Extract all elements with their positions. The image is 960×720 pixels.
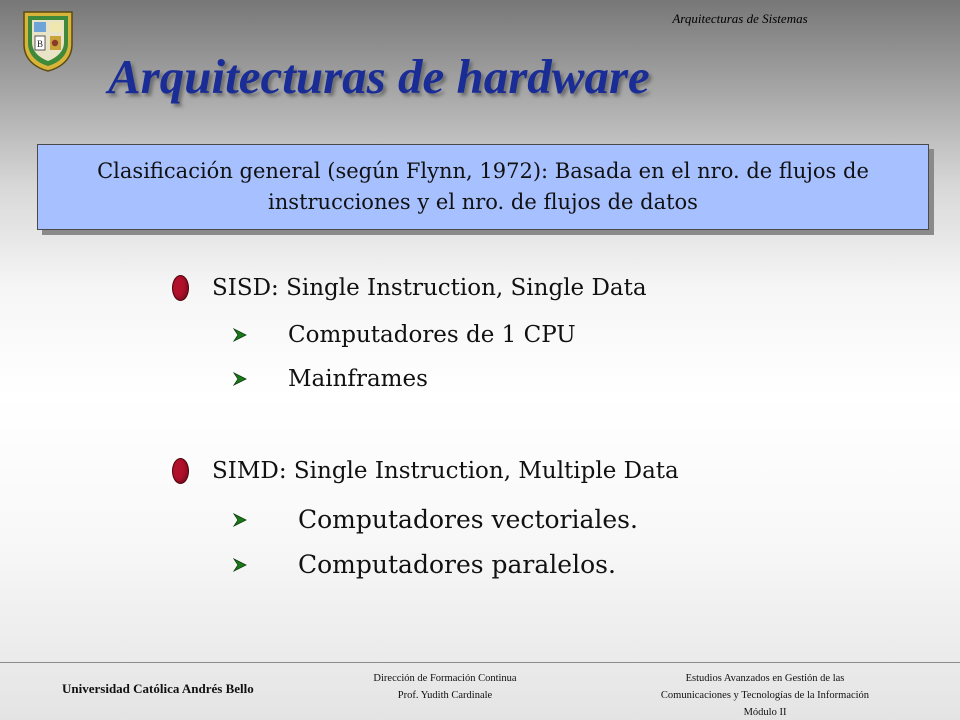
list-item-label: Computadores de 1 CPU	[288, 322, 576, 348]
footer-program-line: Estudios Avanzados en Gestión de las	[685, 673, 845, 684]
footer-university: Universidad Católica Andrés Bello	[62, 681, 254, 696]
section-sisd	[172, 275, 647, 301]
footer-divider	[0, 662, 960, 663]
footer-program	[610, 670, 920, 720]
section-label: SIMD: Single Instruction, Multiple Data	[212, 458, 679, 484]
arrowhead-bullet-icon	[232, 327, 248, 343]
arrowhead-bullet-icon	[232, 512, 248, 528]
list-item-label: Computadores vectoriales.	[298, 505, 638, 534]
footer-module-line: Módulo II	[743, 707, 787, 718]
red-oval-bullet-icon	[172, 275, 189, 301]
list-item	[232, 366, 428, 392]
university-seal-icon	[22, 10, 74, 72]
list-item-label: Computadores paralelos.	[298, 550, 616, 579]
list-item	[232, 550, 616, 579]
header-caption: Arquitecturas de Sistemas	[672, 11, 808, 26]
footer-program-line: Comunicaciones y Tecnologías de la Información	[660, 690, 870, 701]
arrowhead-bullet-icon	[232, 371, 248, 387]
arrowhead-bullet-icon	[232, 557, 248, 573]
list-item-label: Mainframes	[288, 366, 428, 392]
section-simd	[172, 458, 679, 484]
section-label: SISD: Single Instruction, Single Data	[212, 275, 647, 301]
slide-title: Arquitecturas de hardware	[108, 49, 650, 104]
footer-department-line: Dirección de Formación Continua	[373, 673, 517, 684]
classification-callout	[37, 144, 929, 230]
footer-professor-line: Prof. Yudith Cardinale	[397, 690, 493, 701]
list-item	[232, 322, 576, 348]
footer-department	[330, 670, 560, 704]
svg-text:B: B	[37, 39, 44, 49]
red-oval-bullet-icon	[172, 458, 189, 484]
callout-text: Clasificación general (según Flynn, 1972): Basada en el nro. de flujos de instrucciones y el nro. de flujos de datos	[97, 159, 869, 214]
list-item	[232, 505, 638, 534]
